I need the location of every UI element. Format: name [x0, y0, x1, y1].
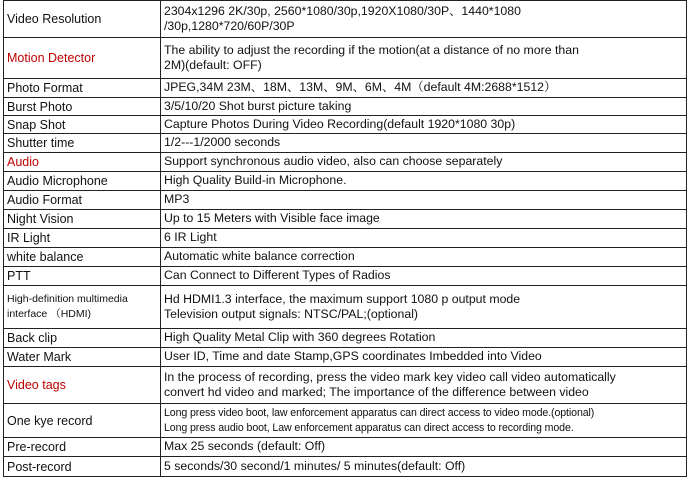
value-line: 2M)(default: OFF)	[164, 58, 262, 72]
row-value: User ID, Time and date Stamp,GPS coordinates Imbedded into Video	[161, 348, 687, 367]
row-label: Video Resolution	[4, 1, 161, 38]
row-label	[4, 286, 161, 329]
table-row	[4, 98, 687, 116]
row-value: Capture Photos During Video Recording(default 1920*1080 30p)	[161, 116, 687, 134]
table-row	[4, 1, 687, 38]
table-row	[4, 38, 687, 79]
row-label: Photo Format	[4, 79, 161, 98]
spec-table	[3, 0, 687, 477]
table-row	[4, 404, 687, 438]
row-value: MP3	[161, 191, 687, 210]
row-label: Burst Photo	[4, 98, 161, 116]
table-row	[4, 267, 687, 286]
table-row	[4, 172, 687, 191]
row-value	[161, 38, 687, 79]
table-row	[4, 116, 687, 134]
row-label: Motion Detector	[4, 38, 161, 79]
table-row	[4, 367, 687, 404]
row-value: Support synchronous audio video, also can choose separately	[161, 153, 687, 172]
row-label: Snap Shot	[4, 116, 161, 134]
value-line: The ability to adjust the recording if the motion(at a distance of no more than	[164, 42, 579, 57]
label-line: interface （HDMI)	[7, 308, 92, 320]
row-label: Pre-record	[4, 438, 161, 457]
row-label: Back clip	[4, 329, 161, 348]
table-row	[4, 153, 687, 172]
value-line: In the process of recording, press the video mark key video call video automatically	[164, 369, 616, 384]
value-line: Hd HDMI1.3 interface, the maximum support 1080 p output mode	[164, 291, 521, 306]
row-value	[161, 404, 687, 438]
table-row	[4, 229, 687, 248]
row-value: Max 25 seconds (default: Off)	[161, 438, 687, 457]
row-value: High Quality Build-in Microphone.	[161, 172, 687, 191]
row-label: PTT	[4, 267, 161, 286]
row-value: JPEG,34M 23M、18M、13M、9M、6M、4M（default 4M:2688*1512）	[161, 79, 687, 98]
row-value: Automatic white balance correction	[161, 248, 687, 267]
row-label: white balance	[4, 248, 161, 267]
table-row	[4, 438, 687, 457]
row-label: Audio Format	[4, 191, 161, 210]
table-row	[4, 210, 687, 229]
row-value: 6 IR Light	[161, 229, 687, 248]
row-value: 3/5/10/20 Shot burst picture taking	[161, 98, 687, 116]
row-value: 5 seconds/30 second/1 minutes/ 5 minutes(default: Off)	[161, 457, 687, 477]
row-value	[161, 1, 687, 38]
row-value: 1/2---1/2000 seconds	[161, 134, 687, 153]
value-line: Long press video boot, law enforcement apparatus can direct access to video mode.(optional)	[164, 406, 595, 419]
row-label: Audio	[4, 153, 161, 172]
table-row	[4, 457, 687, 477]
label-line: High-definition multimedia	[7, 293, 128, 305]
row-value	[161, 286, 687, 329]
value-line: 2304x1296 2K/30p, 2560*1080/30p,1920X1080/30P、1440*1080	[164, 3, 521, 18]
row-value	[161, 367, 687, 404]
row-label: IR Light	[4, 229, 161, 248]
row-label: Water Mark	[4, 348, 161, 367]
table-row	[4, 329, 687, 348]
table-row	[4, 191, 687, 210]
table-row	[4, 248, 687, 267]
table-row	[4, 134, 687, 153]
row-label: Night Vision	[4, 210, 161, 229]
row-label: Shutter time	[4, 134, 161, 153]
row-label: Audio Microphone	[4, 172, 161, 191]
row-value: Up to 15 Meters with Visible face image	[161, 210, 687, 229]
table-row	[4, 286, 687, 329]
table-row	[4, 348, 687, 367]
row-label: Post-record	[4, 457, 161, 477]
value-line: Television output signals: NTSC/PAL;(optional)	[164, 307, 419, 321]
table-row	[4, 79, 687, 98]
value-line: /30p,1280*720/60P/30P	[164, 19, 295, 33]
row-value: Can Connect to Different Types of Radios	[161, 267, 687, 286]
row-label: One kye record	[4, 404, 161, 438]
value-line: convert hd video and marked; The importance of the difference between video	[164, 385, 589, 399]
row-label: Video tags	[4, 367, 161, 404]
row-value: High Quality Metal Clip with 360 degrees Rotation	[161, 329, 687, 348]
value-line: Long press audio boot, Law enforcement apparatus can direct access to recording mode.	[164, 421, 574, 434]
